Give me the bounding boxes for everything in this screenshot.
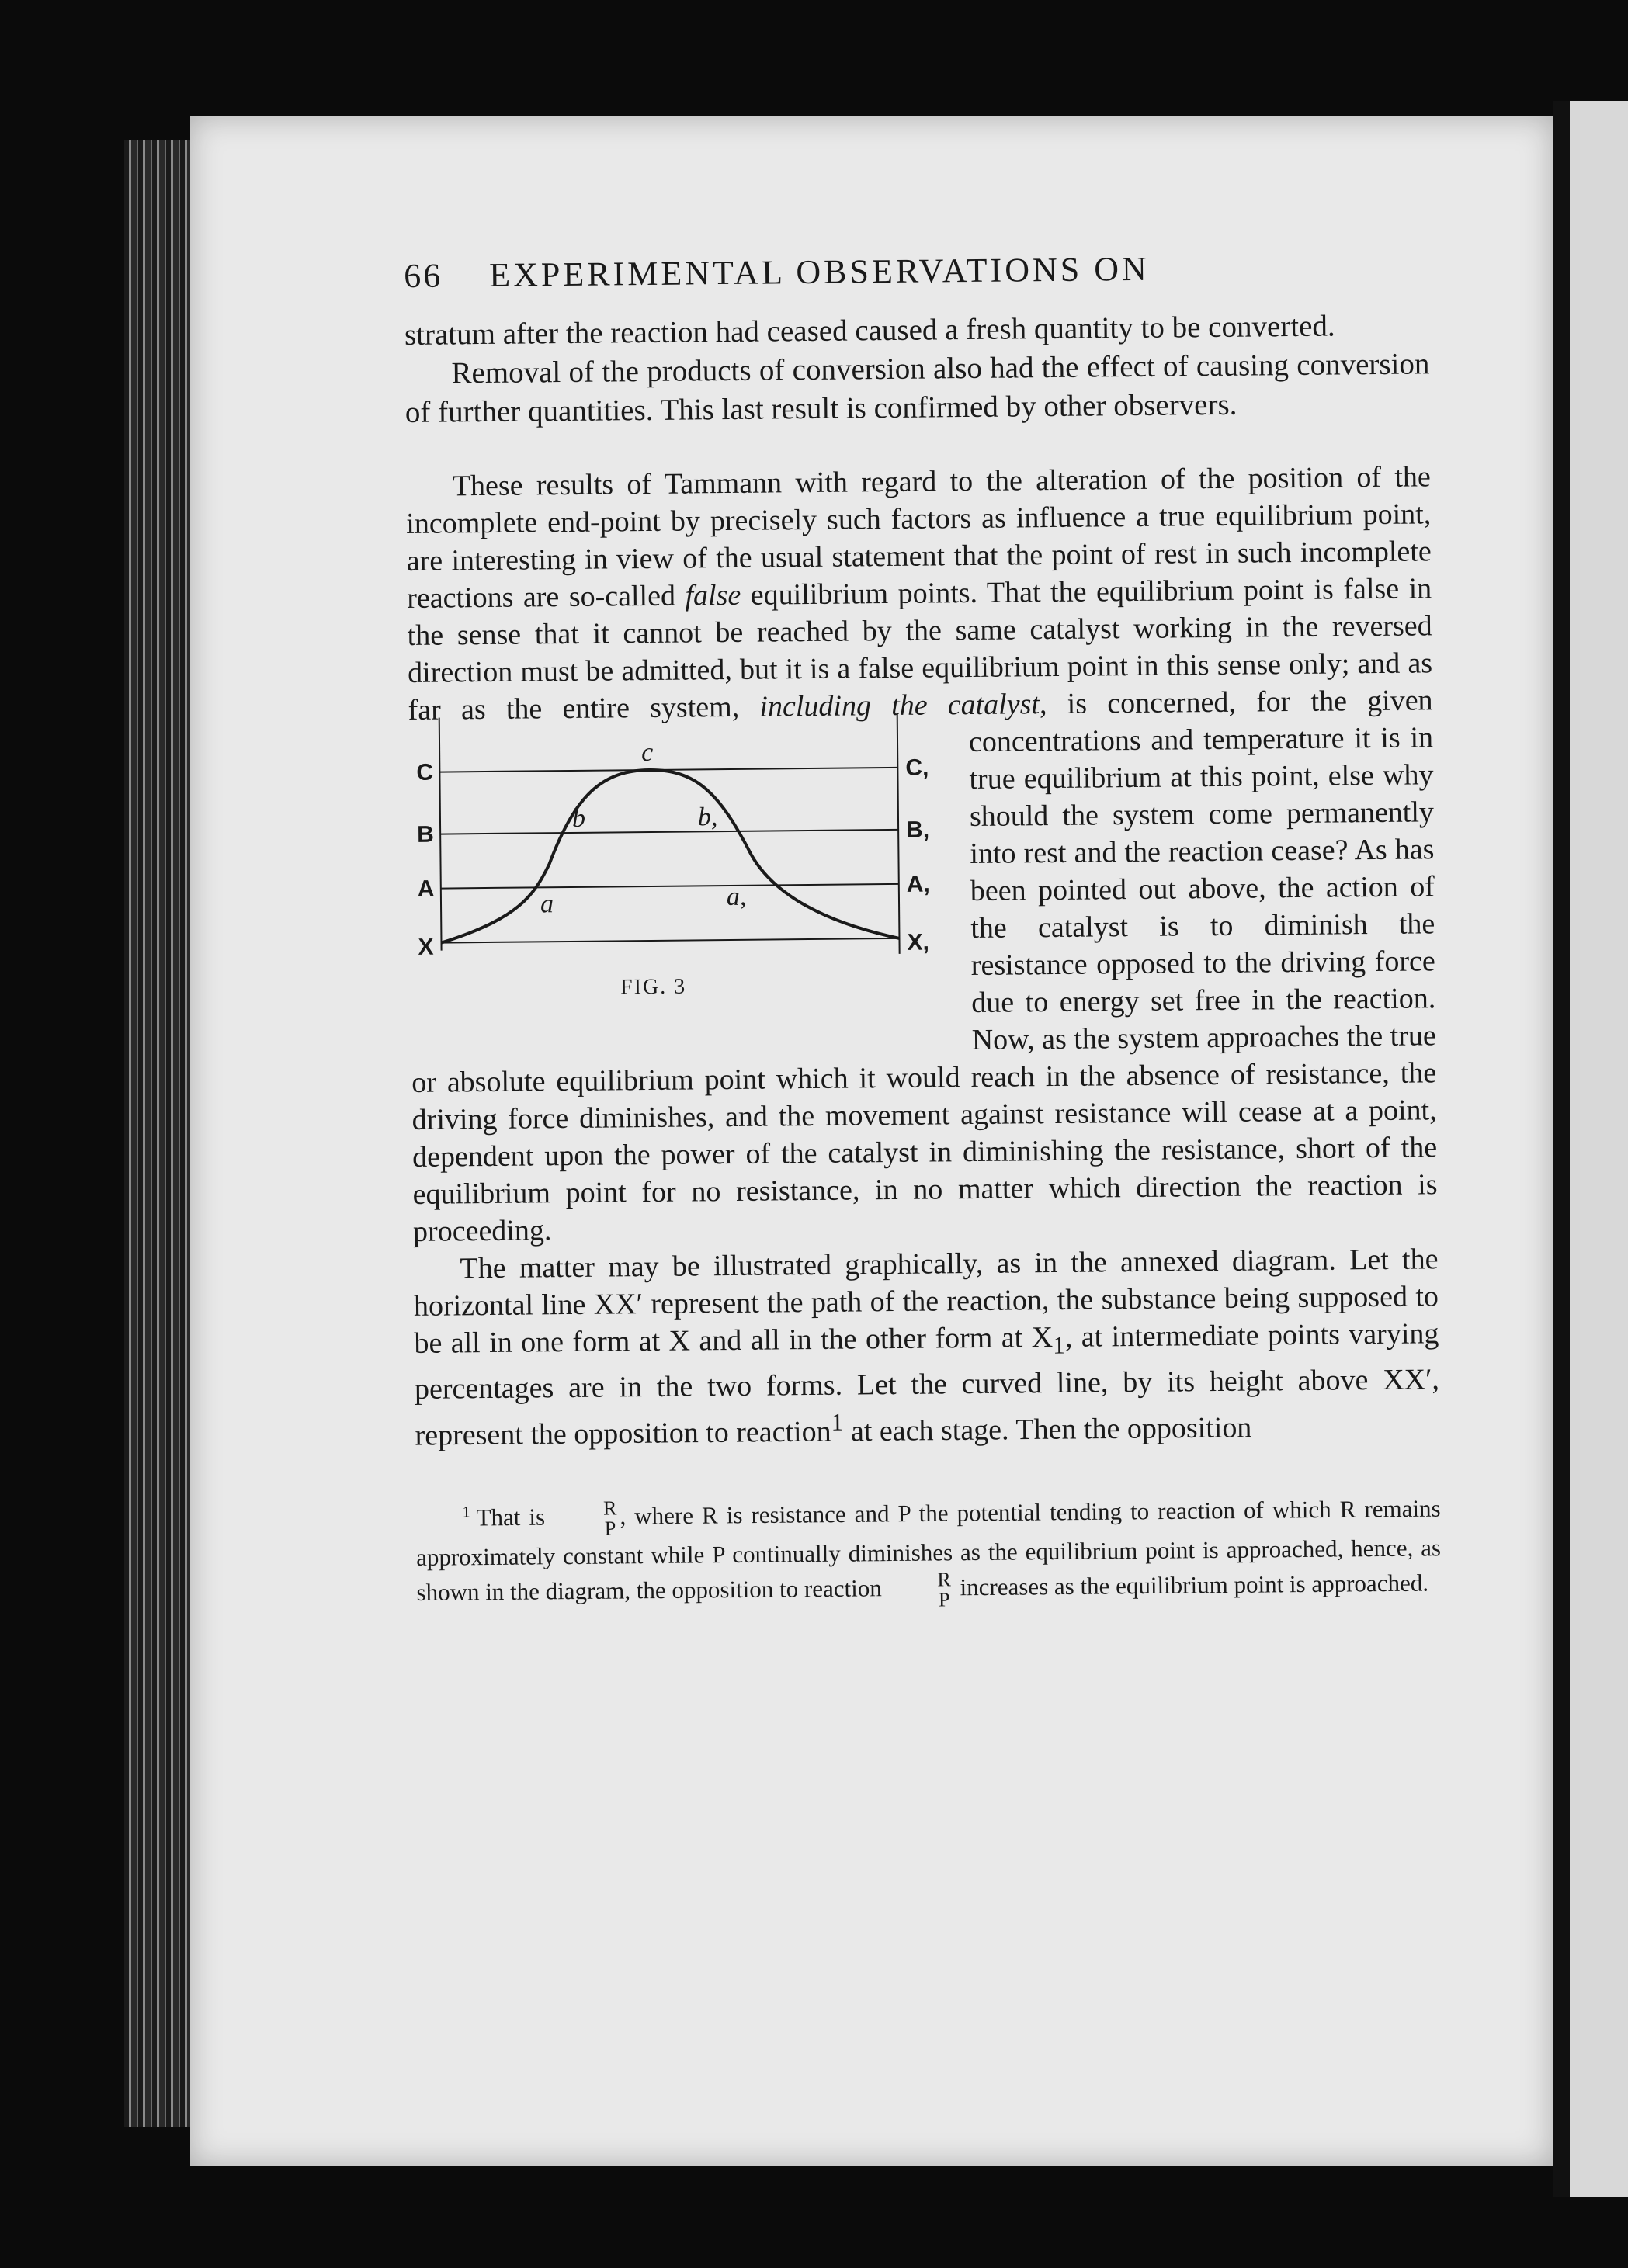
subscript-1: 1 — [1052, 1331, 1066, 1359]
paragraph-with-figure — [406, 458, 1439, 1250]
line-xx1 — [441, 938, 899, 943]
page-content — [404, 246, 1442, 1615]
fraction-r-over-p — [890, 1570, 951, 1611]
paragraph-illustration — [413, 1240, 1439, 1454]
footnote — [415, 1486, 1441, 1616]
opposition-curve — [439, 768, 899, 943]
fraction-r-over-p — [557, 1496, 617, 1541]
footnote-text: increases as the equilibrium point is approached. — [953, 1569, 1429, 1601]
label-c-left: C — [416, 759, 434, 785]
label-x-left: X — [418, 934, 434, 960]
text-span: These results of Tammann with regard to the alteration of the position of the incomplete end-point by precisely such factors as influence a true equilibrium point, are interesting in view of the usual statement that the point of rest in such incomplete reactions are so-called — [406, 460, 1432, 615]
diagram-svg — [408, 697, 955, 1028]
emphasis-false: false — [685, 578, 741, 612]
label-c-right: C, — [905, 754, 929, 781]
footnote-mark: 1 — [462, 1503, 470, 1521]
running-title: EXPERIMENTAL OBSERVATIONS ON — [489, 249, 1150, 294]
line-aa1 — [441, 884, 899, 889]
fraction-denominator: P — [938, 1588, 950, 1611]
text-span: equilibrium points. That the equilibrium point is false in the sense that it cannot be reached by the same catalyst working in the reversed direction must be admitted, but it is a false equilibrium point in this sense only; and as far as the entire system, — [407, 572, 1433, 727]
label-a-left: A — [417, 876, 435, 902]
page-number: 66 — [404, 256, 443, 295]
footnote-reference: 1 — [831, 1408, 844, 1436]
label-b-right: B, — [905, 817, 930, 843]
line-bb1 — [440, 830, 898, 834]
curve-label-b: b — [571, 803, 586, 833]
curve-label-b1: b, — [697, 803, 718, 832]
emphasis-including: including the catalyst — [759, 688, 1040, 723]
curve-label-c: c — [640, 737, 654, 768]
label-a-right: A, — [906, 871, 930, 897]
footnote-text: That is — [476, 1503, 554, 1531]
fraction-denominator: P — [604, 1517, 616, 1541]
right-vertical-line — [897, 713, 900, 954]
text-span: , is concerned, for the given concentrations and temperature it is in true equilibrium at this point, else why should the system come permanently into rest and the reaction cease? As has been pointed out above, the action of the catalyst is to diminish the resistance opposed to the driving force due to energy set free in the reaction. Now, as the system approaches the true or absolute equilibrium point which it would reach in the absence of resistance, the driving force diminishes, and the movement against resistance will cease at a point, dependent upon the power of the catalyst in diminishing the resistance, short of the equilibrium point for no resistance, in no matter which direction the reaction is proceeding. — [411, 684, 1438, 1248]
footnote-text: , where R is resistance and P the potential tending to reaction of which R remains approximately constant while P continually diminishes as the equilibrium point is approached, hence, as shown in the diagram, the opposition to reaction — [415, 1494, 1442, 1607]
text-span: The matter may be illustrated graphically, as in the annexed diagram. Let the horizontal line XX′ represent the path of the reaction, the substance being supposed to be all in one form at X and all in the other form at X — [413, 1243, 1439, 1360]
label-x-right: X, — [907, 929, 930, 955]
curve-label-a1: a, — [726, 882, 747, 912]
book-spine-edge — [124, 140, 194, 2127]
figure-caption: FIG. 3 — [620, 974, 687, 1000]
paragraph-removal: Removal of the products of conversion also had the effect of causing conversion of further quantities. This last result is confirmed by other observers. — [404, 347, 1430, 429]
text-span: at each stage. Then the opposition — [843, 1410, 1252, 1448]
figure-3 — [408, 697, 955, 1028]
paragraph-continuation: stratum after the reaction had ceased caused a fresh quantity to be converted. — [404, 309, 1335, 352]
paragraph-tammann — [406, 458, 1439, 1250]
text-span: , at intermediate points varying percentages are in the two forms. Let the curved line, by its height above XX′, represent the opposition to reaction — [414, 1317, 1440, 1452]
fraction-numerator: R — [937, 1568, 951, 1591]
curve-label-a: a — [540, 890, 554, 919]
label-b-left: B — [416, 821, 434, 848]
fraction-numerator: R — [602, 1496, 617, 1521]
next-page-edge — [1553, 101, 1628, 2197]
